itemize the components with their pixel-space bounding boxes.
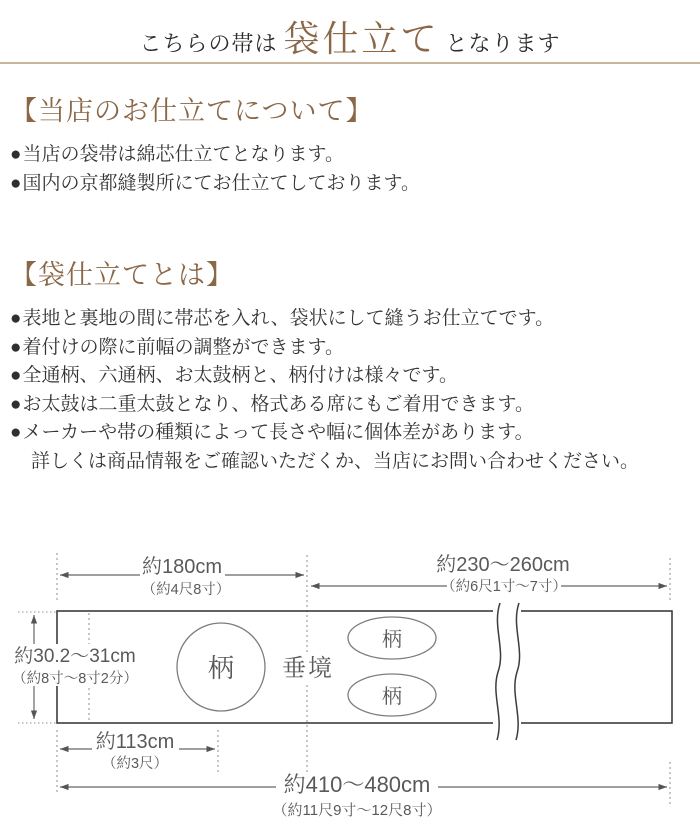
list-item-note: 詳しくは商品情報をご確認いただくか、当店にお問い合わせください。 — [31, 450, 640, 472]
bullet-icon: ● — [10, 422, 22, 443]
section-fukuro-jitate — [10, 258, 700, 476]
obi-dimension-diagram — [0, 540, 700, 836]
dim-width-shaku: （約8寸〜8寸2分） — [12, 671, 138, 687]
list-item — [10, 305, 700, 334]
section-shop-tailoring — [10, 94, 700, 198]
pattern-label: 柄 — [207, 653, 235, 683]
bullet-icon: ● — [10, 393, 22, 415]
bullet-icon: ● — [10, 172, 22, 194]
pattern-label: 柄 — [382, 686, 402, 708]
list-item — [10, 334, 700, 363]
list-item-text: メーカーや帯の種類によって長さや幅に個体差があります。 — [22, 422, 534, 443]
pattern-label: 柄 — [382, 629, 402, 651]
list-item — [10, 362, 700, 391]
dim-otaiko-cm: 約113cm — [95, 731, 175, 753]
list-item-text: 表地と裏地の間に帯芯を入れ、袋状にして縫うお仕立てです。 — [22, 308, 555, 329]
list-item — [10, 391, 700, 420]
list-item-text: お太鼓は二重太鼓となり、格式ある席にもご着用できます。 — [22, 393, 534, 415]
list-item — [10, 170, 700, 199]
dim-total-shaku: （約11尺9寸〜12尺8寸） — [272, 802, 442, 819]
diagram-canvas — [0, 540, 700, 836]
list-item-text: 国内の京都縫製所にてお仕立てしております。 — [22, 172, 420, 194]
bullet-icon: ● — [10, 308, 22, 329]
list-item-text: 当店の袋帯は綿芯仕立てとなります。 — [22, 144, 344, 165]
list-item — [10, 141, 700, 170]
title-prefix: こちらの帯は — [139, 31, 278, 56]
dim-te-cm: 約230〜260cm — [436, 554, 570, 576]
dim-total-cm: 約410〜480cm — [283, 772, 431, 797]
dim-te-shaku: （約6尺1寸〜7寸） — [441, 579, 567, 595]
section-heading: 【袋仕立てとは】 — [10, 260, 234, 290]
section-heading: 【当店のお仕立てについて】 — [10, 96, 374, 126]
list-item-text: 全通柄、六通柄、お太鼓柄と、柄付けは様々です。 — [22, 365, 458, 386]
bullet-icon: ● — [10, 365, 22, 386]
dim-width-cm: 約30.2〜31cm — [14, 646, 136, 667]
dim-tare-shaku: （約4尺8寸） — [141, 582, 231, 598]
title-emphasis: 袋仕立て — [283, 19, 440, 59]
bullet-list — [10, 141, 700, 198]
bullet-list — [10, 305, 700, 476]
title-suffix: となります — [445, 31, 561, 56]
dim-tare-cm: 約180cm — [141, 556, 223, 578]
page-header — [0, 0, 700, 64]
list-item — [10, 419, 700, 448]
dim-otaiko-shaku: （約3尺） — [101, 756, 169, 772]
list-item-text: 着付けの際に前幅の調整ができます。 — [22, 336, 344, 358]
tare-boundary-label: 垂境 — [282, 655, 334, 682]
bullet-icon: ● — [10, 336, 22, 358]
bullet-icon: ● — [10, 144, 22, 165]
